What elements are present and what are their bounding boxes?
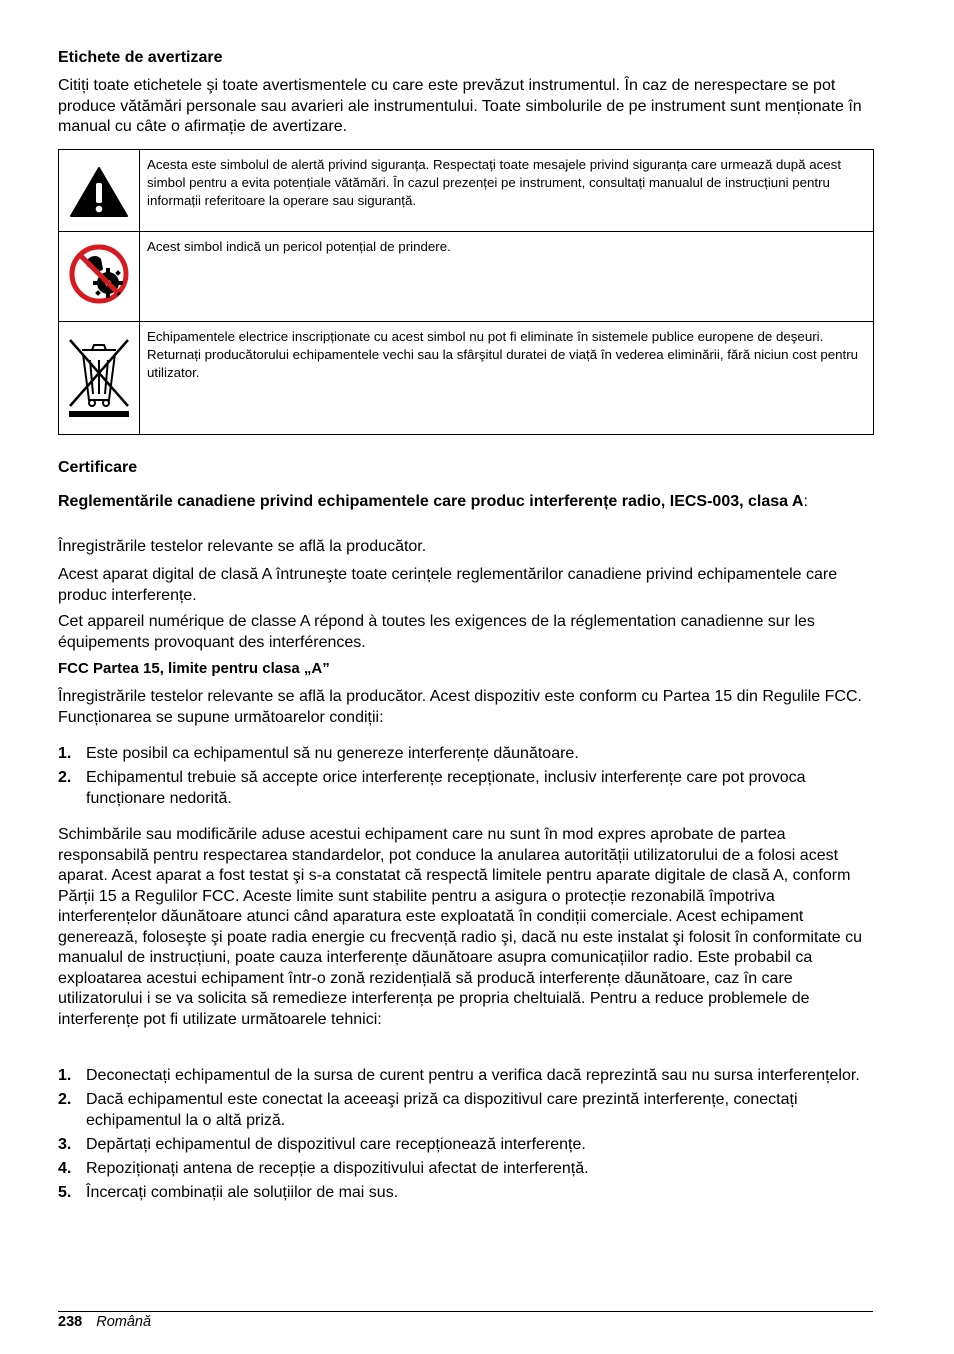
section-title-certification: Certificare — [58, 459, 138, 476]
canada-heading-text: Reglementările canadiene privind echipamentele care produc interferențe radio, IECS-003, clasa A — [58, 493, 804, 510]
warning-icon-cell — [59, 150, 140, 232]
list-item — [58, 744, 873, 765]
list-text: Dacă echipamentul este conectat la aceeaşi priză ca dispozitivul care prezintă interferențe, conectați echipamentul la o altă priză. — [86, 1091, 798, 1129]
list-text: Încercați combinații ale soluțiilor de mai sus. — [86, 1183, 399, 1201]
pinch-icon-cell — [59, 232, 140, 322]
list-text: Este posibil ca echipamentul să nu genereze interferențe dăunătoare. — [86, 745, 579, 762]
list-text: Echipamentul trebuie să accepte orice interferențe recepționate, inclusiv interferențe care pot provoca funcționare nedorită. — [86, 769, 806, 807]
list-item — [58, 1090, 873, 1131]
weee-icon-cell — [59, 322, 140, 435]
list-item — [58, 1135, 873, 1156]
list-text: Deconectați echipamentul de la sursa de curent pentru a verifica dacă reprezintă sau nu sursa interferențelor. — [86, 1067, 860, 1084]
warning-row — [59, 322, 874, 435]
list-number: 2. — [58, 1091, 72, 1108]
canada-paragraph-3: Cet appareil numérique de classe A répond à toutes les exigences de la réglementation canadienne sur les équipements provoquant des interférences. — [58, 613, 815, 651]
warning-row — [59, 232, 874, 322]
list-number: 2. — [58, 769, 72, 786]
page-footer — [58, 1314, 151, 1330]
list-number: 5. — [58, 1183, 72, 1201]
warning-triangle-icon — [69, 166, 129, 218]
warning-row-text: Acest simbol indică un pericol potențial de prindere. — [140, 232, 874, 322]
section-title-warning-labels: Etichete de avertizare — [58, 49, 223, 66]
list-item — [58, 1159, 873, 1180]
list-number: 1. — [58, 745, 72, 762]
canada-paragraph-1: Înregistrările testelor relevante se află la producător. — [58, 538, 427, 555]
page-number: 238 — [58, 1314, 83, 1330]
warnings-intro: Citiți toate etichetele şi toate avertismentele cu care este prevăzut instrumentul. În caz de nerespectare se pot produce vătămări personale sau avarieri ale instrumentului. Toate simbolurile de pe instrument sunt menționate în manual cu câte o afirmație de avertizare. — [58, 77, 862, 135]
canada-heading-colon: : — [803, 493, 808, 510]
fcc-paragraph-2: Schimbările sau modificările aduse acestui echipament care nu sunt în mod expres aprobate de partea responsabilă pentru respectarea standardelor, pot conduce la anularea autorității utilizatorului de a folosi acest aparat. Acest aparat a fost testat şi s-a constatat că respectă limitele pentru aparate digitale de clasă A, conform Părții 15 a Regulilor FCC. Aceste limite sunt stabilite pentru a asigura o protecție rezonabilă împotriva interferențelor dăunătoare atunci când aparatura este exploatată în condiții comerciale. Acest echipament generează, foloseşte şi poate radia energie cu frecvență radio şi, dacă nu este instalat şi folosit în conformitate cu manualul de instrucțiuni, poate cauza interferențe dăunătoare asupra comunicațiilor radio. Este probabil ca exploatarea acestui echipament într-o zonă rezidențială să producă interferențe dăunătoare, caz în care utilizatorului i se va solicita să remedieze interferența pe propria cheltuială. Pentru a reduce problemele de interferențe pot fi utilizate următoarele tehnici: — [58, 826, 863, 1028]
list-item — [58, 1066, 873, 1087]
list-text: Repoziționați antena de recepție a dispozitivului afectat de interferență. — [86, 1159, 589, 1177]
weee-crossed-bin-icon — [66, 336, 132, 420]
warning-row-text: Echipamentele electrice inscripționate cu acest simbol nu pot fi eliminate în sistemele publice europene de deşeuri. Returnați producătorului echipamentele vechi sau la sfârşitul duratei de viață în vederea eliminării, fără niciun cost pentru utilizator. — [140, 322, 874, 435]
canada-paragraph-2: Acest aparat digital de clasă A întruneşte toate cerințele reglementărilor canadiene privind echipamentele care produc interferențe. — [58, 566, 838, 604]
list-text: Depărtați echipamentul de dispozitivul care recepționează interferențe. — [86, 1135, 586, 1153]
list-number: 4. — [58, 1159, 72, 1177]
list-item — [58, 1183, 873, 1204]
fcc-conditions-list — [58, 744, 873, 813]
fcc-heading: FCC Partea 15, limite pentru clasa „A” — [58, 660, 330, 677]
list-item — [58, 768, 873, 809]
list-number: 3. — [58, 1135, 72, 1153]
pinch-hazard-icon — [68, 243, 130, 305]
warning-symbols-table — [58, 149, 874, 435]
warning-row-text: Acesta este simbolul de alertă privind siguranța. Respectați toate mesajele privind siguranța care urmează după acest simbol pentru a evita potențiale vătămări. În cazul prezenței pe instrument, consultați manualul de instrucțiuni pentru informații referitoare la operare sau siguranță. — [140, 150, 874, 232]
warning-row — [59, 150, 874, 232]
list-number: 1. — [58, 1067, 72, 1084]
canada-heading — [58, 492, 873, 511]
fcc-paragraph-1: Înregistrările testelor relevante se află la producător. Acest dispozitiv este conform cu Partea 15 din Regulile FCC. Funcționarea se supune următoarelor condiții: — [58, 688, 862, 726]
footer-divider — [58, 1311, 873, 1312]
techniques-list — [58, 1066, 873, 1207]
footer-language: Română — [96, 1314, 152, 1330]
